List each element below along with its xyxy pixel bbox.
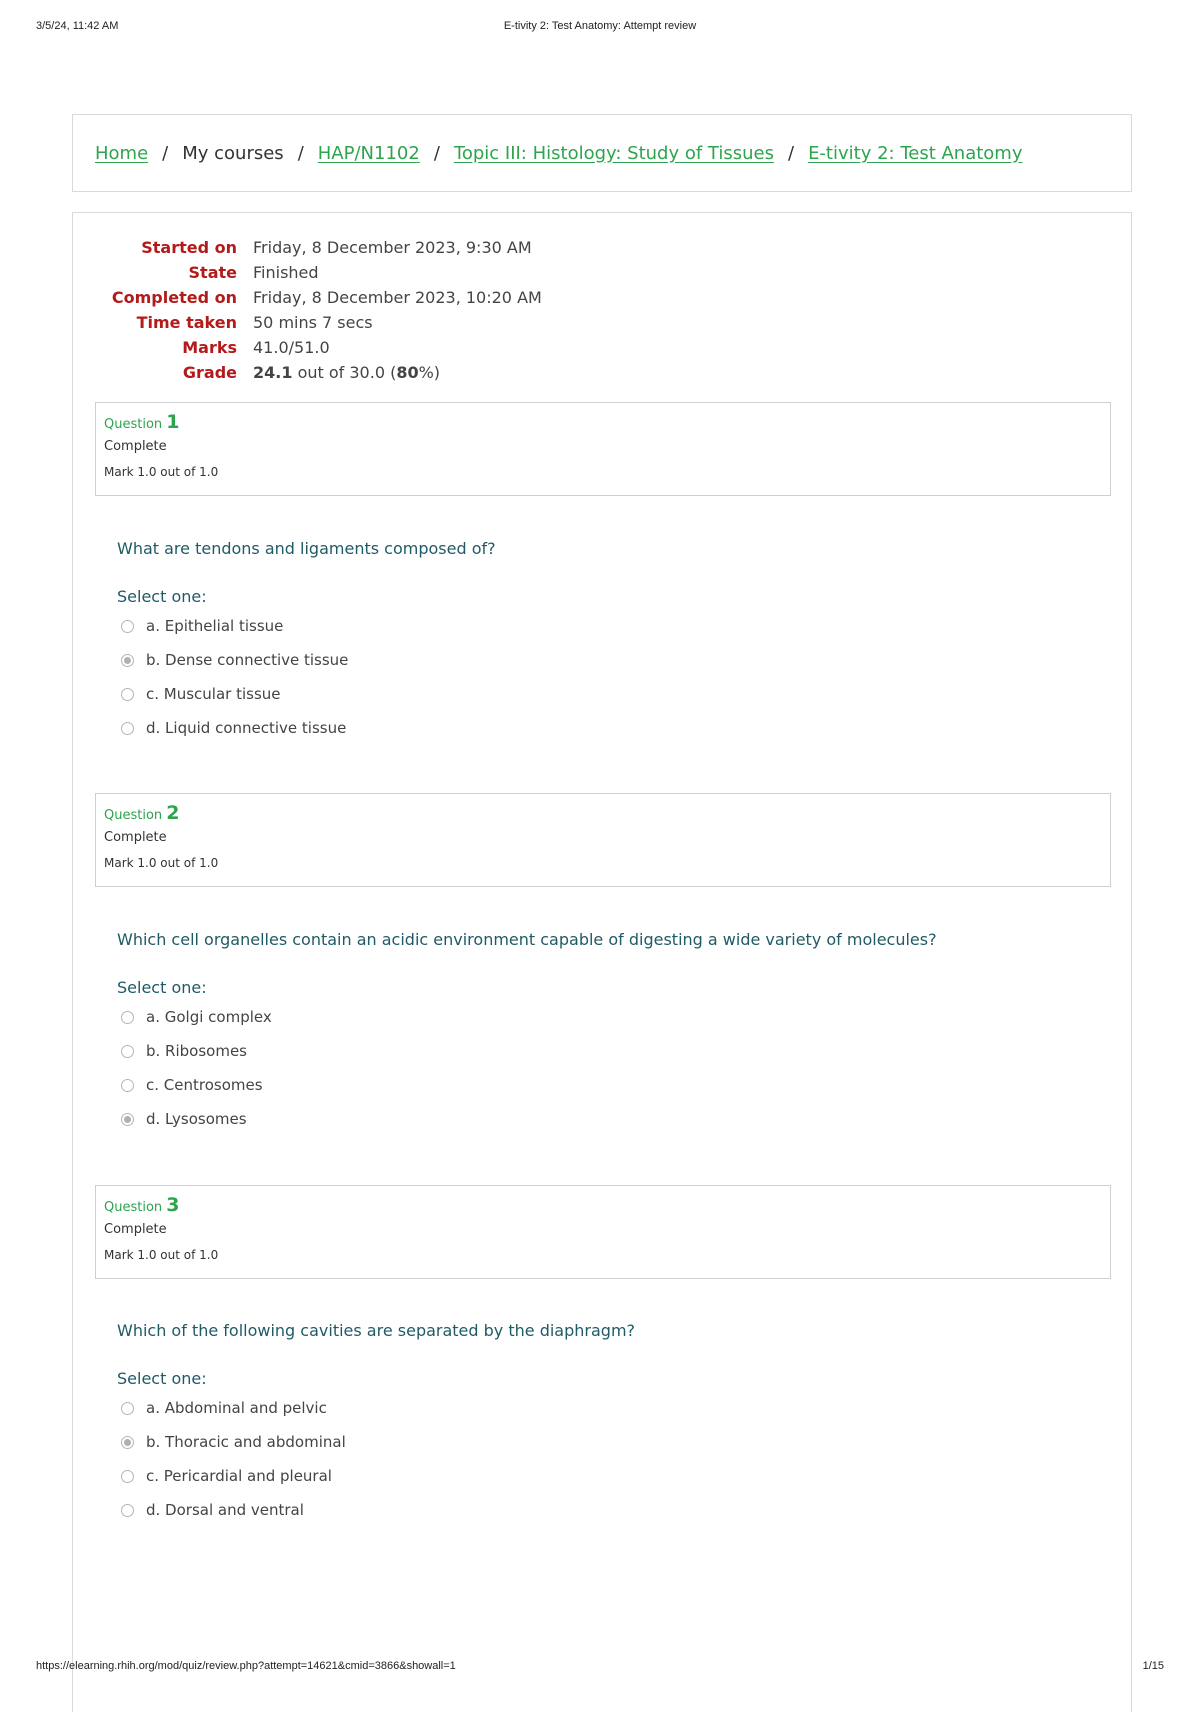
answer-option[interactable]: b. Thoracic and abdominal [121, 1425, 346, 1459]
question-grade: Mark 1.0 out of 1.0 [104, 856, 219, 870]
summary-grade-row [93, 360, 542, 385]
print-footer [36, 1660, 1164, 1676]
breadcrumb-separator: / [162, 142, 169, 164]
answer-option[interactable]: b. Ribosomes [121, 1034, 272, 1068]
radio-button[interactable] [121, 1011, 134, 1024]
question-state: Complete [104, 830, 167, 845]
summary-label: Completed on [111, 288, 237, 307]
radio-button[interactable] [121, 688, 134, 701]
question-grade: Mark 1.0 out of 1.0 [104, 1248, 219, 1262]
question-info-2 [95, 793, 1111, 887]
breadcrumb-separator: / [433, 142, 440, 164]
answer-option[interactable]: a. Epithelial tissue [121, 609, 348, 643]
radio-button-selected[interactable] [121, 1113, 134, 1126]
question-grade: Mark 1.0 out of 1.0 [104, 465, 219, 479]
summary-time-row [93, 310, 542, 335]
summary-label: State [188, 263, 237, 282]
breadcrumb-activity-link[interactable]: E-tivity 2: Test Anatomy [808, 142, 1023, 164]
breadcrumb-separator: / [787, 142, 795, 164]
summary-label: Grade [182, 363, 237, 382]
summary-value: Friday, 8 December 2023, 9:30 AM [253, 238, 532, 257]
answer-option[interactable]: b. Dense connective tissue [121, 643, 348, 677]
answer-option[interactable]: c. Muscular tissue [121, 677, 348, 711]
answer-option[interactable]: c. Centrosomes [121, 1068, 272, 1102]
summary-label: Started on [141, 238, 237, 257]
breadcrumb-course-link[interactable]: HAP/N1102 [317, 142, 420, 164]
radio-button-selected[interactable] [121, 1436, 134, 1449]
radio-button[interactable] [121, 1504, 134, 1517]
summary-grade-value [253, 363, 440, 382]
attempt-summary [93, 235, 542, 385]
answer-option[interactable]: a. Abdominal and pelvic [121, 1391, 346, 1425]
question-info-3 [95, 1185, 1111, 1279]
radio-button[interactable] [121, 1079, 134, 1092]
breadcrumb-topic-link[interactable]: Topic III: Histology: Study of Tissues [453, 142, 774, 164]
radio-button[interactable] [121, 1402, 134, 1415]
answer-options-3 [121, 1391, 346, 1527]
answer-option[interactable]: c. Pericardial and pleural [121, 1459, 346, 1493]
question-state: Complete [104, 439, 167, 454]
question-text-1: What are tendons and ligaments composed of? [117, 539, 496, 558]
question-state: Complete [104, 1222, 167, 1237]
answer-options-2 [121, 1000, 272, 1136]
print-header [36, 20, 1164, 36]
question-info-1 [95, 402, 1111, 496]
select-one-prompt: Select one: [117, 1369, 207, 1388]
breadcrumb [72, 114, 1132, 192]
answer-option[interactable]: d. Liquid connective tissue [121, 711, 348, 745]
question-number: Question 1 [104, 411, 180, 433]
summary-state-row [93, 260, 542, 285]
summary-value: 41.0/51.0 [253, 338, 330, 357]
radio-button[interactable] [121, 620, 134, 633]
summary-label: Time taken [136, 313, 237, 332]
attempt-review-panel [72, 212, 1132, 1712]
question-text-2: Which cell organelles contain an acidic environment capable of digesting a wide variety of molecules? [117, 930, 937, 949]
answer-options-1 [121, 609, 348, 745]
print-doc-title: E-tivity 2: Test Anatomy: Attempt review [503, 20, 697, 32]
print-datetime: 3/5/24, 11:42 AM [36, 20, 119, 32]
question-number: Question 3 [104, 1194, 180, 1216]
breadcrumb-separator: / [297, 142, 304, 164]
summary-label: Marks [182, 338, 237, 357]
radio-button[interactable] [121, 722, 134, 735]
question-text-3: Which of the following cavities are separated by the diaphragm? [117, 1321, 636, 1340]
answer-option[interactable]: a. Golgi complex [121, 1000, 272, 1034]
summary-value: Friday, 8 December 2023, 10:20 AM [253, 288, 542, 307]
question-number: Question 2 [104, 802, 180, 824]
answer-option[interactable]: d. Lysosomes [121, 1102, 272, 1136]
summary-marks-row [93, 335, 542, 360]
summary-completed-row [93, 285, 542, 310]
print-url: https://elearning.rhih.org/mod/quiz/review.php?attempt=14621&cmid=3866&showall=1 [36, 1660, 456, 1672]
select-one-prompt: Select one: [117, 978, 207, 997]
summary-started-row [93, 235, 542, 260]
breadcrumb-my-courses: My courses [182, 142, 284, 164]
radio-button[interactable] [121, 1045, 134, 1058]
grade-percent: 80 [396, 363, 419, 382]
select-one-prompt: Select one: [117, 587, 207, 606]
radio-button-selected[interactable] [121, 654, 134, 667]
summary-value: Finished [253, 263, 319, 282]
grade-score: 24.1 [253, 363, 293, 382]
summary-value: 50 mins 7 secs [253, 313, 373, 332]
radio-button[interactable] [121, 1470, 134, 1483]
print-page-number: 1/15 [1142, 1660, 1164, 1672]
grade-outof: out of 30.0 ( [292, 363, 397, 382]
grade-suffix: %) [418, 363, 441, 382]
answer-option[interactable]: d. Dorsal and ventral [121, 1493, 346, 1527]
breadcrumb-home-link[interactable]: Home [95, 142, 149, 164]
